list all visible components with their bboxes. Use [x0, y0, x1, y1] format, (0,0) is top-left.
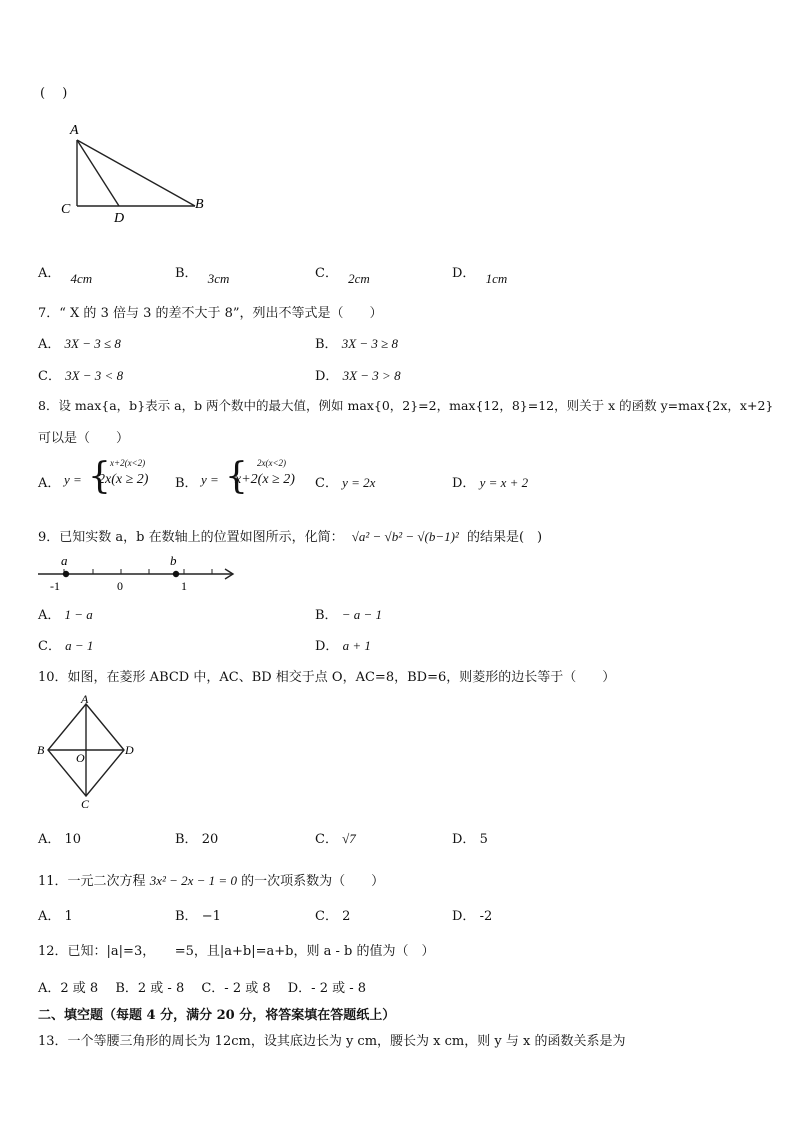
q8-option-c[interactable]	[315, 472, 375, 491]
q9-option-a[interactable]	[38, 604, 93, 623]
q10-option-c[interactable]	[315, 828, 356, 847]
option-letter: C．	[38, 369, 61, 384]
q9-stem	[38, 526, 542, 545]
q10-option-d[interactable]	[452, 828, 488, 847]
option-value: -2	[479, 909, 493, 924]
q8-stem-line2: 可以是（ ）	[38, 431, 130, 446]
option-value: −1	[201, 909, 221, 924]
q9-option-b[interactable]	[315, 604, 382, 623]
option-value: 1 − a	[64, 607, 93, 622]
label-c: C	[81, 797, 90, 810]
option-value: 3X − 3 < 8	[65, 368, 124, 383]
tick-minus-1: -1	[50, 579, 60, 593]
stem-text: 11．一元二次方程	[38, 874, 146, 889]
option-value: a + 1	[342, 638, 371, 653]
stem-tail: 的结果是( )	[466, 530, 543, 545]
label-o: O	[76, 751, 85, 765]
point-b	[173, 571, 179, 577]
segment-ad	[77, 140, 119, 206]
radical-expression: √a² − √b² − √(b−1)²	[351, 529, 459, 544]
tick-0: 0	[117, 579, 123, 593]
option-value: 1cm	[485, 271, 508, 286]
option-letter: B．	[175, 832, 198, 847]
q7-option-b[interactable]	[315, 333, 398, 352]
q11-option-d[interactable]	[452, 905, 492, 924]
option-letter: B．	[175, 476, 198, 491]
option-value: 3X − 3 > 8	[342, 368, 401, 383]
option-letter: C．	[315, 909, 338, 924]
brace-icon: {	[225, 456, 248, 497]
label-a: a	[61, 553, 68, 568]
option-letter: C．	[315, 266, 338, 281]
label-a: A	[81, 692, 89, 706]
option-lhs: y =	[201, 472, 219, 487]
option-value: 3X − 3 ≥ 8	[341, 336, 399, 351]
option-letter: D．	[315, 639, 339, 654]
option-letter: A．	[38, 266, 61, 281]
option-letter: B．	[315, 337, 338, 352]
q12-options[interactable]: A．2 或 8 B．2 或 - 8 C．- 2 或 8 D．- 2 或 - 8	[38, 981, 367, 996]
option-value: 20	[201, 832, 219, 847]
q10-stem: 10．如图，在菱形 ABCD 中，AC、BD 相交于点 O，AC=8，BD=6，则菱形的边长等于（ ）	[38, 670, 616, 685]
label-c: C	[61, 202, 71, 217]
option-value: 2	[342, 909, 351, 924]
q6-option-c[interactable]	[315, 262, 370, 286]
q12-stem: 12．已知：|a|=3， =5，且|a+b|=a+b，则 a - b 的值为（ ）	[38, 944, 435, 959]
q13-stem: 13．一个等腰三角形的周长为 12cm，设其底边长为 y cm，腰长为 x cm，则 y 与 x 的函数关系是为	[38, 1034, 626, 1049]
option-letter: D．	[452, 266, 476, 281]
option-letter: A．	[38, 337, 61, 352]
option-letter: A．	[38, 832, 61, 847]
q11-stem	[38, 870, 384, 889]
option-letter: D．	[452, 909, 476, 924]
q9-option-d[interactable]	[315, 635, 371, 654]
label-d: D	[125, 743, 134, 757]
option-value: 1	[64, 909, 73, 924]
option-letter: B．	[175, 266, 198, 281]
option-value: 3cm	[207, 271, 230, 286]
q10-option-b[interactable]	[175, 828, 218, 847]
q6-option-a[interactable]	[38, 262, 93, 286]
q7-option-c[interactable]	[38, 365, 123, 384]
option-value: 3X − 3 ≤ 8	[64, 336, 121, 351]
rhombus-figure	[36, 692, 146, 810]
section-heading: 二、填空题（每题 4 分，满分 20 分，将答案填在答题纸上）	[38, 1008, 396, 1023]
option-value: 5	[479, 832, 488, 847]
option-value: a − 1	[65, 638, 94, 653]
option-letter: C．	[38, 639, 61, 654]
option-letter: B．	[315, 608, 338, 623]
label-b: b	[170, 553, 177, 568]
q8-option-d[interactable]	[452, 472, 528, 491]
number-line-figure	[36, 552, 241, 594]
option-value: y = 2x	[342, 475, 376, 490]
q9-option-c[interactable]	[38, 635, 93, 654]
option-lhs: y =	[64, 472, 82, 487]
option-letter: D．	[452, 476, 476, 491]
answer-paren: ( )	[40, 86, 68, 101]
option-letter: D．	[315, 369, 339, 384]
option-value: 10	[64, 832, 82, 847]
option-value: − a − 1	[341, 607, 382, 622]
option-value: √7	[342, 831, 356, 846]
q6-option-d[interactable]	[452, 262, 508, 286]
side-ab	[77, 140, 195, 206]
piece-bottom: 2x(x ≥ 2)	[98, 472, 149, 487]
q6-option-b[interactable]	[175, 262, 230, 286]
option-letter: B．	[175, 909, 198, 924]
option-value: 2cm	[348, 271, 370, 286]
stem-text: 9．已知实数 a，b 在数轴上的位置如图所示，化简：	[38, 530, 344, 545]
q11-option-a[interactable]	[38, 905, 73, 924]
option-letter: A．	[38, 608, 61, 623]
q10-option-a[interactable]	[38, 828, 81, 847]
brace-icon: {	[88, 456, 111, 497]
option-letter: A．	[38, 476, 61, 491]
piece-top: 2x(x<2)	[257, 458, 287, 468]
equation: 3x² − 2x − 1 = 0	[149, 873, 237, 888]
label-b: B	[37, 743, 45, 757]
q7-stem: 7．“ X 的 3 倍与 3 的差不大于 8”，列出不等式是（ ）	[38, 306, 383, 321]
q8-stem-line1: 8．设 max{a，b}表示 a，b 两个数中的最大值，例如 max{0，2}=2，max{12，8}=12，则关于 x 的函数 y=max{2x，x+2}	[38, 398, 774, 413]
point-a	[63, 571, 69, 577]
option-letter: A．	[38, 909, 61, 924]
piece-top: x+2(x<2)	[110, 458, 146, 468]
q11-option-b[interactable]	[175, 905, 221, 924]
q7-option-d[interactable]	[315, 365, 401, 384]
label-b: B	[195, 197, 204, 212]
stem-tail: 的一次项系数为（ ）	[241, 874, 385, 889]
option-letter: C．	[315, 832, 338, 847]
option-value: 4cm	[70, 271, 93, 286]
q11-option-c[interactable]	[315, 905, 350, 924]
label-d: D	[114, 211, 125, 226]
triangle-figure	[55, 118, 215, 228]
label-a: A	[70, 123, 79, 138]
tick-1: 1	[181, 579, 187, 593]
option-letter: C．	[315, 476, 338, 491]
q7-option-a[interactable]	[38, 333, 121, 352]
option-letter: D．	[452, 832, 476, 847]
piece-bottom: x+2(x ≥ 2)	[235, 472, 295, 487]
option-value: y = x + 2	[479, 475, 529, 490]
